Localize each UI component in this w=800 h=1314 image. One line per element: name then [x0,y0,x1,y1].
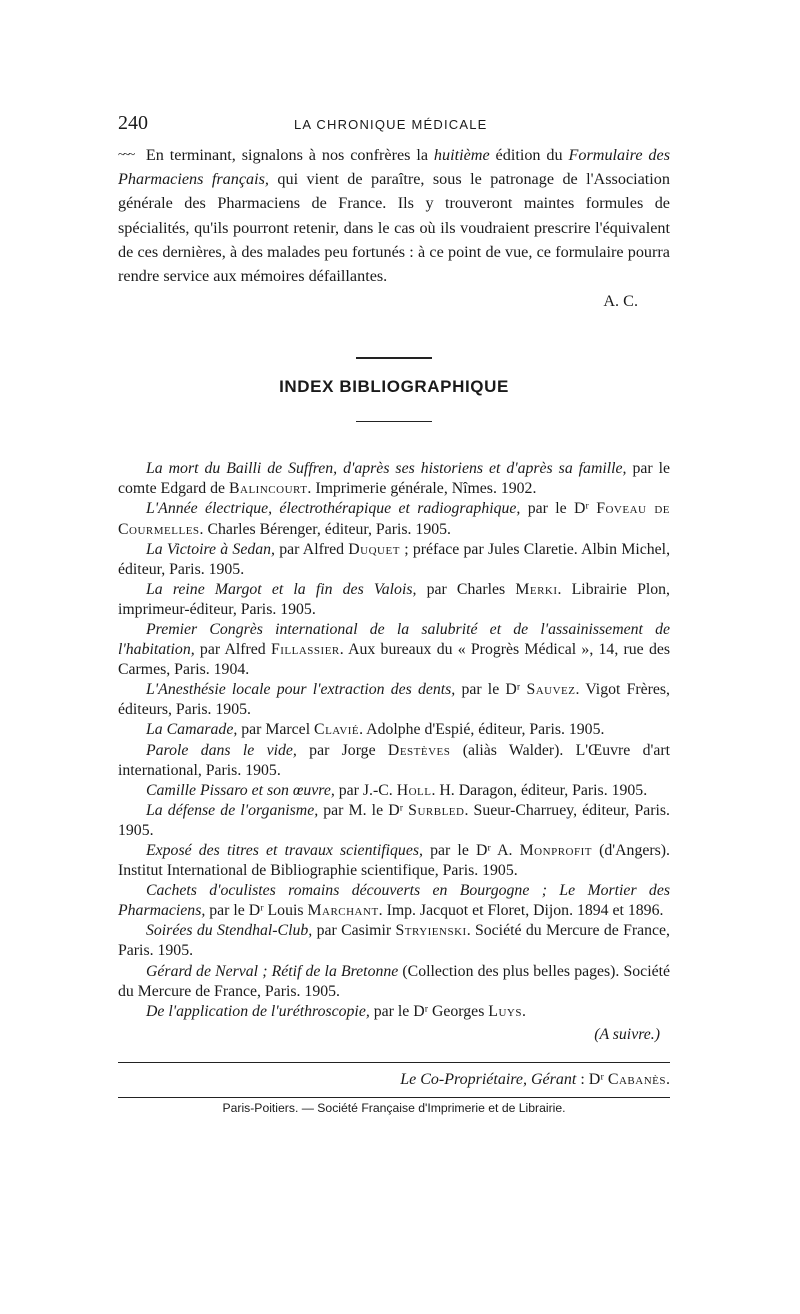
footer-rule-top [118,1062,670,1063]
bibliography-entry [118,741,670,781]
entry-text: par le comte Edgard de [118,460,670,498]
entry-text: par Casimir [312,922,396,940]
entry-title: La reine Margot et la fin des Valois, [146,580,417,598]
entry-author: Destèves [387,741,451,759]
entry-title: La mort du Bailli de Suffren, d'après ses historiens et d'après sa famille, [146,460,627,478]
entry-author: Merki [515,580,558,598]
tilde-ornament: ~~~ [118,146,134,161]
entry-text: par Marcel [237,721,315,739]
entry-text: (d'Angers). Institut International de Bibliographie scientifique, Paris. 1905. [118,842,670,880]
intro-text-after: qui vient de paraître, sous le patronage de l'Association générale des Pharmaciens de France. Ils y trouveront maintes formules de spécialités, qu'ils pourront retenir, dans le cas où ils voudraient prescrire l'équivalent de ces dernières, à des malades peu fortunés : à ce point de vue, ce formulaire pourra rendre service aux mémoires défaillantes. [118,170,670,286]
entry-author: Stryienski [395,922,467,940]
entry-text: (Collection des plus belles pages). Société du Mercure de France, Paris. 1905. [118,962,670,1000]
bibliography-entry [118,962,670,1002]
bibliography-entry [118,801,670,841]
entry-title: Exposé des titres et travaux scientifiques, [146,842,423,859]
entry-author: Clavié [314,721,360,739]
entry-author: Foveau de Courmelles [118,500,670,538]
entry-title: Parole dans le vide, [146,741,297,759]
document-page [118,112,670,1115]
bibliography-entry [118,620,670,680]
intro-text-before: En terminant, signalons à nos confrères la [140,146,434,164]
intro-italic-title: Formulaire des Pharmaciens français, [118,146,670,189]
entry-text: . Société du Mercure de France, Paris. 1905. [118,922,670,960]
intro-text-mid: édition du [489,146,569,164]
page-number: 240 [118,112,148,134]
entry-text: par Alfred [194,641,271,659]
entry-title: Soirées du Stendhal-Club, [146,922,313,940]
entry-text: . Imp. Jacquot et Floret, Dijon. 1894 et 1896. [378,902,664,920]
entry-title: Premier Congrès international de la salubrité et de l'assainissement de l'habitation, [118,620,670,659]
entry-title: L'Année électrique, électrothérapique et radiographique, [146,500,521,518]
bibliography-entry [118,781,670,801]
entry-author: Fillassier [270,641,340,659]
entry-text: . Librairie Plon, imprimeur-éditeur, Paris. 1905. [118,580,670,618]
bibliography-entry [118,881,670,921]
entry-title: Cachets d'oculistes romains découverts en Bourgogne ; Le Mortier des Pharmaciens, [118,882,670,920]
printer-imprint: Paris-Poitiers. — Société Française d'Imprimerie et de Librairie. [222,1100,566,1115]
entry-text: . Sueur-Charruey, éditeur, Paris. 1905. [118,801,670,839]
entry-text: (aliàs Walder). L'Œuvre d'art international, Paris. 1905. [118,741,670,779]
entry-text: par Alfred [275,540,349,558]
bibliography-entry [118,499,670,539]
entry-text: par Charles [416,580,516,598]
entry-text: par le Dʳ [455,681,527,699]
footer-rule-bottom [118,1097,670,1098]
entry-text: . Vigot Frères, éditeurs, Paris. 1905. [118,681,670,719]
entry-title: La défense de l'organisme, [146,801,319,819]
entry-text: . H. Daragon, éditeur, Paris. 1905. [431,781,648,799]
to-be-continued: (A suivre.) [594,1025,660,1043]
intro-italic-edition: huitième [433,146,490,164]
bibliography-list [118,459,670,1022]
entry-text: par le Dʳ Louis [205,902,308,920]
entry-author: Luys [488,1002,522,1020]
section-divider-bottom [356,421,432,422]
bibliography-entry [118,1002,670,1022]
entry-text: par le Dʳ A. [422,842,520,859]
entry-title: Gérard de Nerval ; Rétif de la Bretonne [146,962,399,980]
entry-text: . [521,1002,526,1020]
entry-author: Balincourt [228,480,308,498]
entry-text: par le Dʳ [520,500,597,518]
page-header [118,112,670,136]
entry-text: par le Dʳ Georges [369,1002,489,1020]
entry-text: ; préface par Jules Claretie. Albin Michel, éditeur, Paris. 1905. [118,540,671,578]
entry-text: . Charles Bérenger, éditeur, Paris. 1905. [199,520,451,538]
bibliography-entry [118,580,670,620]
entry-author: Marchant [307,902,379,920]
entry-title: La Victoire à Sedan, [146,540,275,558]
intro-signature: A. C. [603,292,638,311]
section-divider-top [356,357,432,359]
entry-author: Holl [396,781,432,799]
bibliography-entry [118,680,670,720]
section-title: INDEX BIBLIOGRAPHIQUE [279,377,509,397]
intro-paragraph [118,142,670,288]
running-title: LA CHRONIQUE MÉDICALE [294,117,488,132]
entry-text: . Imprimerie générale, Nîmes. 1902. [307,480,537,498]
entry-title: De l'application de l'uréthroscopie, [146,1002,370,1020]
entry-author: Surbled [408,801,465,819]
entry-author: Sauvez [526,681,576,699]
entry-text: par M. le Dʳ [318,801,409,819]
bibliography-entry [118,459,670,499]
entry-text: . Adolphe d'Espié, éditeur, Paris. 1905. [359,721,605,739]
entry-author: Duquet [348,540,400,558]
entry-author: Monprofit [519,842,592,859]
entry-title: Camille Pissaro et son œuvre, [146,781,335,799]
entry-title: La Camarade, [146,721,238,739]
entry-text: . Aux bureaux du « Progrès Médical », 14, rue des Carmes, Paris. 1904. [118,641,671,679]
footer-signature: Le Co-Propriétaire, Gérant : Dʳ Cabanès. [400,1070,670,1088]
bibliography-entry [118,921,670,961]
entry-text: par Jorge [296,741,388,759]
entry-title: L'Anesthésie locale pour l'extraction des dents, [146,681,456,699]
bibliography-entry [118,540,670,580]
entry-text: par J.-C. [334,781,397,799]
bibliography-entry [118,720,670,740]
bibliography-entry [118,841,670,881]
